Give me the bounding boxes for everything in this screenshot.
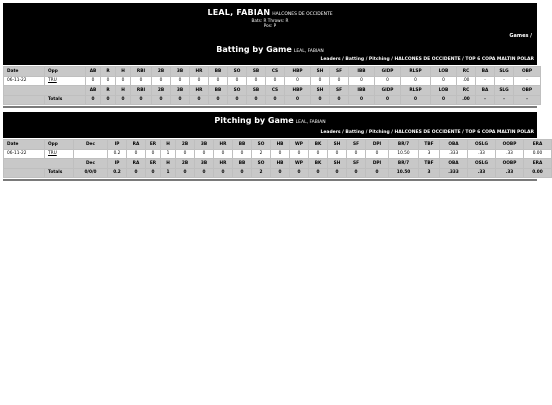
column-header: SO bbox=[252, 140, 271, 150]
totals-cell: 0 bbox=[330, 95, 349, 105]
column-header: BB bbox=[233, 159, 252, 169]
table-cell: 0 bbox=[195, 149, 214, 159]
table-cell: 0 bbox=[309, 149, 328, 159]
table-cell: .33 bbox=[496, 149, 524, 159]
column-header: H bbox=[161, 140, 176, 150]
totals-cell: - bbox=[514, 95, 541, 105]
totals-cell: 0.00 bbox=[524, 168, 552, 178]
column-header: HR bbox=[214, 140, 233, 150]
column-header: 2B bbox=[176, 159, 195, 169]
table-cell: - bbox=[476, 76, 495, 86]
totals-cell: .00 bbox=[457, 95, 476, 105]
totals-cell: - bbox=[495, 95, 514, 105]
table-cell: 06-11-22 bbox=[4, 76, 45, 86]
totals-cell: 0 bbox=[309, 168, 328, 178]
column-header: BB bbox=[209, 86, 228, 96]
column-header: 3B bbox=[195, 159, 214, 169]
batting-subtitle: LEAL, FABIAN bbox=[293, 49, 324, 54]
totals-cell: 0 bbox=[214, 168, 233, 178]
totals-cell: 0 bbox=[401, 95, 431, 105]
player-name: LEAL, FABIAN bbox=[207, 8, 271, 17]
table-cell: 0 bbox=[228, 76, 247, 86]
column-header: RBI bbox=[131, 86, 152, 96]
column-header: LOB bbox=[431, 86, 457, 96]
column-header: TBF bbox=[419, 159, 440, 169]
batting-nav-bar bbox=[3, 55, 537, 65]
totals-cell: 10.50 bbox=[389, 168, 419, 178]
column-header: OBP bbox=[514, 67, 541, 77]
table-cell: 3 bbox=[419, 149, 440, 159]
blank-cell bbox=[4, 168, 45, 178]
column-header: SO bbox=[252, 159, 271, 169]
column-header: BB bbox=[209, 67, 228, 77]
opponent-link[interactable]: TRU bbox=[45, 76, 86, 86]
totals-cell: 0 bbox=[146, 168, 161, 178]
column-header: Date bbox=[4, 67, 45, 77]
column-header: SH bbox=[311, 67, 330, 77]
blank-cell bbox=[4, 95, 45, 105]
column-header: BB bbox=[233, 140, 252, 150]
column-header: Opp bbox=[45, 67, 86, 77]
column-header: OOBP bbox=[496, 159, 524, 169]
column-header: ER bbox=[146, 159, 161, 169]
table-cell: 0 bbox=[131, 76, 152, 86]
batting-nav-links[interactable]: Leaders / Batting / Pitching / HALCONES DE OCCIDENTE / TOP 6 COPA MALTIN POLAR bbox=[320, 57, 534, 62]
column-header: SO bbox=[228, 86, 247, 96]
column-header: ERA bbox=[524, 140, 552, 150]
column-header: RC bbox=[457, 67, 476, 77]
totals-label: Totals bbox=[45, 95, 86, 105]
table-cell: 0 bbox=[209, 76, 228, 86]
column-header: HB bbox=[271, 140, 290, 150]
table-cell: 0 bbox=[401, 76, 431, 86]
pitching-section-title bbox=[3, 116, 537, 125]
table-cell: 0 bbox=[101, 76, 116, 86]
totals-cell: 0 bbox=[375, 95, 401, 105]
totals-cell: 0 bbox=[266, 95, 285, 105]
table-cell: 0 bbox=[285, 76, 311, 86]
column-header: WP bbox=[290, 159, 309, 169]
pitching-title: Pitching by Game bbox=[214, 116, 294, 125]
batting-title: Batting by Game bbox=[216, 45, 292, 54]
column-header: OSLG bbox=[468, 140, 496, 150]
column-header: RC bbox=[457, 86, 476, 96]
column-header: R bbox=[101, 86, 116, 96]
totals-cell: 0 bbox=[228, 95, 247, 105]
column-header: AB bbox=[86, 67, 101, 77]
column-header: GIDP bbox=[375, 86, 401, 96]
column-header: BR/7 bbox=[389, 159, 419, 169]
pitching-header bbox=[3, 112, 537, 138]
table-cell: 0 bbox=[152, 76, 171, 86]
table-cell: 0 bbox=[233, 149, 252, 159]
column-header: SF bbox=[347, 159, 366, 169]
column-header: SLG bbox=[495, 67, 514, 77]
table-cell: 0 bbox=[330, 76, 349, 86]
section-divider bbox=[3, 106, 537, 108]
table-cell: 0 bbox=[86, 76, 101, 86]
column-header: IP bbox=[108, 140, 127, 150]
column-header: Dec bbox=[74, 140, 108, 150]
column-header: BK bbox=[309, 140, 328, 150]
blank-cell bbox=[4, 86, 86, 96]
table-cell: 0 bbox=[366, 149, 389, 159]
games-link[interactable]: Games / bbox=[509, 33, 532, 39]
batting-header-row bbox=[4, 67, 541, 77]
column-header: OBA bbox=[440, 159, 468, 169]
column-header: SF bbox=[330, 67, 349, 77]
totals-cell: 0 bbox=[347, 168, 366, 178]
totals-cell: 0 bbox=[209, 95, 228, 105]
column-header: OBA bbox=[440, 140, 468, 150]
totals-cell: 1 bbox=[161, 168, 176, 178]
table-cell: 0 bbox=[375, 76, 401, 86]
table-cell: 0 bbox=[328, 149, 347, 159]
table-cell: - bbox=[514, 76, 541, 86]
pitching-totals-row bbox=[4, 168, 552, 178]
position: Pos: P bbox=[263, 23, 277, 28]
column-header: OBP bbox=[514, 86, 541, 96]
column-header: HR bbox=[190, 67, 209, 77]
pitching-subtitle: LEAL, FABIAN bbox=[295, 120, 326, 125]
totals-cell: 0 bbox=[176, 168, 195, 178]
column-header: SF bbox=[330, 86, 349, 96]
totals-cell: 0 bbox=[195, 168, 214, 178]
column-header: RLSP bbox=[401, 86, 431, 96]
table-cell: 0 bbox=[247, 76, 266, 86]
column-header: SH bbox=[328, 140, 347, 150]
column-header: 2B bbox=[176, 140, 195, 150]
totals-cell: 0 bbox=[290, 168, 309, 178]
column-header: SO bbox=[228, 67, 247, 77]
batting-totals-header-row bbox=[4, 86, 541, 96]
table-cell: 1 bbox=[161, 149, 176, 159]
column-header: SB bbox=[247, 86, 266, 96]
batting-section-title bbox=[3, 45, 537, 54]
bats-throws: Bats: R Throws: R bbox=[251, 18, 289, 23]
column-header: 3B bbox=[171, 86, 190, 96]
column-header: RA bbox=[127, 159, 146, 169]
table-cell: 2 bbox=[252, 149, 271, 159]
column-header: H bbox=[116, 67, 131, 77]
totals-cell: 0 bbox=[247, 95, 266, 105]
table-cell: .00 bbox=[457, 76, 476, 86]
table-cell: - bbox=[495, 76, 514, 86]
table-cell: 06-11-22 bbox=[4, 149, 45, 159]
pitching-totals-header-row bbox=[4, 159, 552, 169]
column-header: LOB bbox=[431, 67, 457, 77]
column-header: IBB bbox=[349, 67, 375, 77]
column-header: HBP bbox=[285, 67, 311, 77]
column-header: OOBP bbox=[496, 140, 524, 150]
totals-cell: 0 bbox=[233, 168, 252, 178]
column-header: TBF bbox=[419, 140, 440, 150]
column-header: 2B bbox=[152, 86, 171, 96]
column-header: GIDP bbox=[375, 67, 401, 77]
table-cell bbox=[74, 149, 108, 159]
column-header: AB bbox=[86, 86, 101, 96]
totals-label: Totals bbox=[45, 168, 74, 178]
column-header: ER bbox=[146, 140, 161, 150]
totals-cell: 0 bbox=[127, 168, 146, 178]
totals-cell: 2 bbox=[252, 168, 271, 178]
column-header: 3B bbox=[195, 140, 214, 150]
column-header: SB bbox=[247, 67, 266, 77]
table-cell: 10.50 bbox=[389, 149, 419, 159]
player-title bbox=[3, 8, 537, 17]
column-header: SF bbox=[347, 140, 366, 150]
table-row bbox=[4, 76, 541, 86]
column-header: BK bbox=[309, 159, 328, 169]
column-header: RA bbox=[127, 140, 146, 150]
table-cell: 0 bbox=[171, 76, 190, 86]
column-header: DPI bbox=[366, 159, 389, 169]
totals-cell: 0 bbox=[101, 95, 116, 105]
player-team: HALCONES DE OCCIDENTE bbox=[272, 12, 333, 17]
table-cell: 0 bbox=[176, 149, 195, 159]
pitching-table bbox=[3, 139, 552, 178]
pitching-header-row bbox=[4, 140, 552, 150]
totals-cell: .33 bbox=[468, 168, 496, 178]
table-cell: 0 bbox=[347, 149, 366, 159]
column-header: BA bbox=[476, 86, 495, 96]
totals-cell: .33 bbox=[496, 168, 524, 178]
totals-cell: 0 bbox=[311, 95, 330, 105]
column-header: Dec bbox=[74, 159, 108, 169]
batting-totals-row bbox=[4, 95, 541, 105]
table-cell: 0 bbox=[290, 149, 309, 159]
column-header: H bbox=[161, 159, 176, 169]
totals-cell: 0 bbox=[86, 95, 101, 105]
column-header: BA bbox=[476, 67, 495, 77]
table-cell: 0.00 bbox=[524, 149, 552, 159]
table-cell: 0.2 bbox=[108, 149, 127, 159]
column-header: SH bbox=[328, 159, 347, 169]
column-header: Date bbox=[4, 140, 45, 150]
totals-cell: 0 bbox=[285, 95, 311, 105]
section-divider bbox=[3, 179, 537, 181]
totals-cell: 3 bbox=[419, 168, 440, 178]
pitching-nav-links[interactable]: Leaders / Batting / Pitching / HALCONES DE OCCIDENTE / TOP 6 COPA MALTIN POLAR bbox=[320, 130, 534, 135]
column-header: CS bbox=[266, 67, 285, 77]
column-header: H bbox=[116, 86, 131, 96]
column-header: RLSP bbox=[401, 67, 431, 77]
column-header: HBP bbox=[285, 86, 311, 96]
column-header: SLG bbox=[495, 86, 514, 96]
column-header: R bbox=[101, 67, 116, 77]
column-header: Opp bbox=[45, 140, 74, 150]
table-row bbox=[4, 149, 552, 159]
totals-cell: 0/0/0 bbox=[74, 168, 108, 178]
batting-table bbox=[3, 66, 541, 105]
totals-cell: .333 bbox=[440, 168, 468, 178]
table-cell: 0 bbox=[127, 149, 146, 159]
column-header: ERA bbox=[524, 159, 552, 169]
opponent-link[interactable]: TRU bbox=[45, 149, 74, 159]
totals-cell: 0 bbox=[349, 95, 375, 105]
totals-cell: 0 bbox=[271, 168, 290, 178]
totals-cell: 0 bbox=[116, 95, 131, 105]
table-cell: 0 bbox=[266, 76, 285, 86]
totals-cell: 0 bbox=[328, 168, 347, 178]
column-header: IP bbox=[108, 159, 127, 169]
totals-cell: 0 bbox=[366, 168, 389, 178]
table-cell: 0 bbox=[271, 149, 290, 159]
column-header: WP bbox=[290, 140, 309, 150]
column-header: OSLG bbox=[468, 159, 496, 169]
column-header: 2B bbox=[152, 67, 171, 77]
column-header: HR bbox=[190, 86, 209, 96]
table-cell: .333 bbox=[440, 149, 468, 159]
column-header: BR/7 bbox=[389, 140, 419, 150]
totals-cell: 0 bbox=[431, 95, 457, 105]
table-cell: 0 bbox=[431, 76, 457, 86]
table-cell: 0 bbox=[116, 76, 131, 86]
table-cell: 0 bbox=[214, 149, 233, 159]
table-cell: 0 bbox=[311, 76, 330, 86]
table-cell: 0 bbox=[349, 76, 375, 86]
column-header: CS bbox=[266, 86, 285, 96]
totals-cell: 0 bbox=[190, 95, 209, 105]
totals-cell: 0.2 bbox=[108, 168, 127, 178]
blank-cell bbox=[4, 159, 74, 169]
totals-cell: 0 bbox=[152, 95, 171, 105]
table-cell: .33 bbox=[468, 149, 496, 159]
totals-cell: 0 bbox=[171, 95, 190, 105]
totals-cell: - bbox=[476, 95, 495, 105]
totals-cell: 0 bbox=[131, 95, 152, 105]
table-cell: 0 bbox=[190, 76, 209, 86]
column-header: RBI bbox=[131, 67, 152, 77]
table-cell: 0 bbox=[146, 149, 161, 159]
column-header: HR bbox=[214, 159, 233, 169]
column-header: IBB bbox=[349, 86, 375, 96]
column-header: HB bbox=[271, 159, 290, 169]
column-header: SH bbox=[311, 86, 330, 96]
column-header: DPI bbox=[366, 140, 389, 150]
column-header: 3B bbox=[171, 67, 190, 77]
